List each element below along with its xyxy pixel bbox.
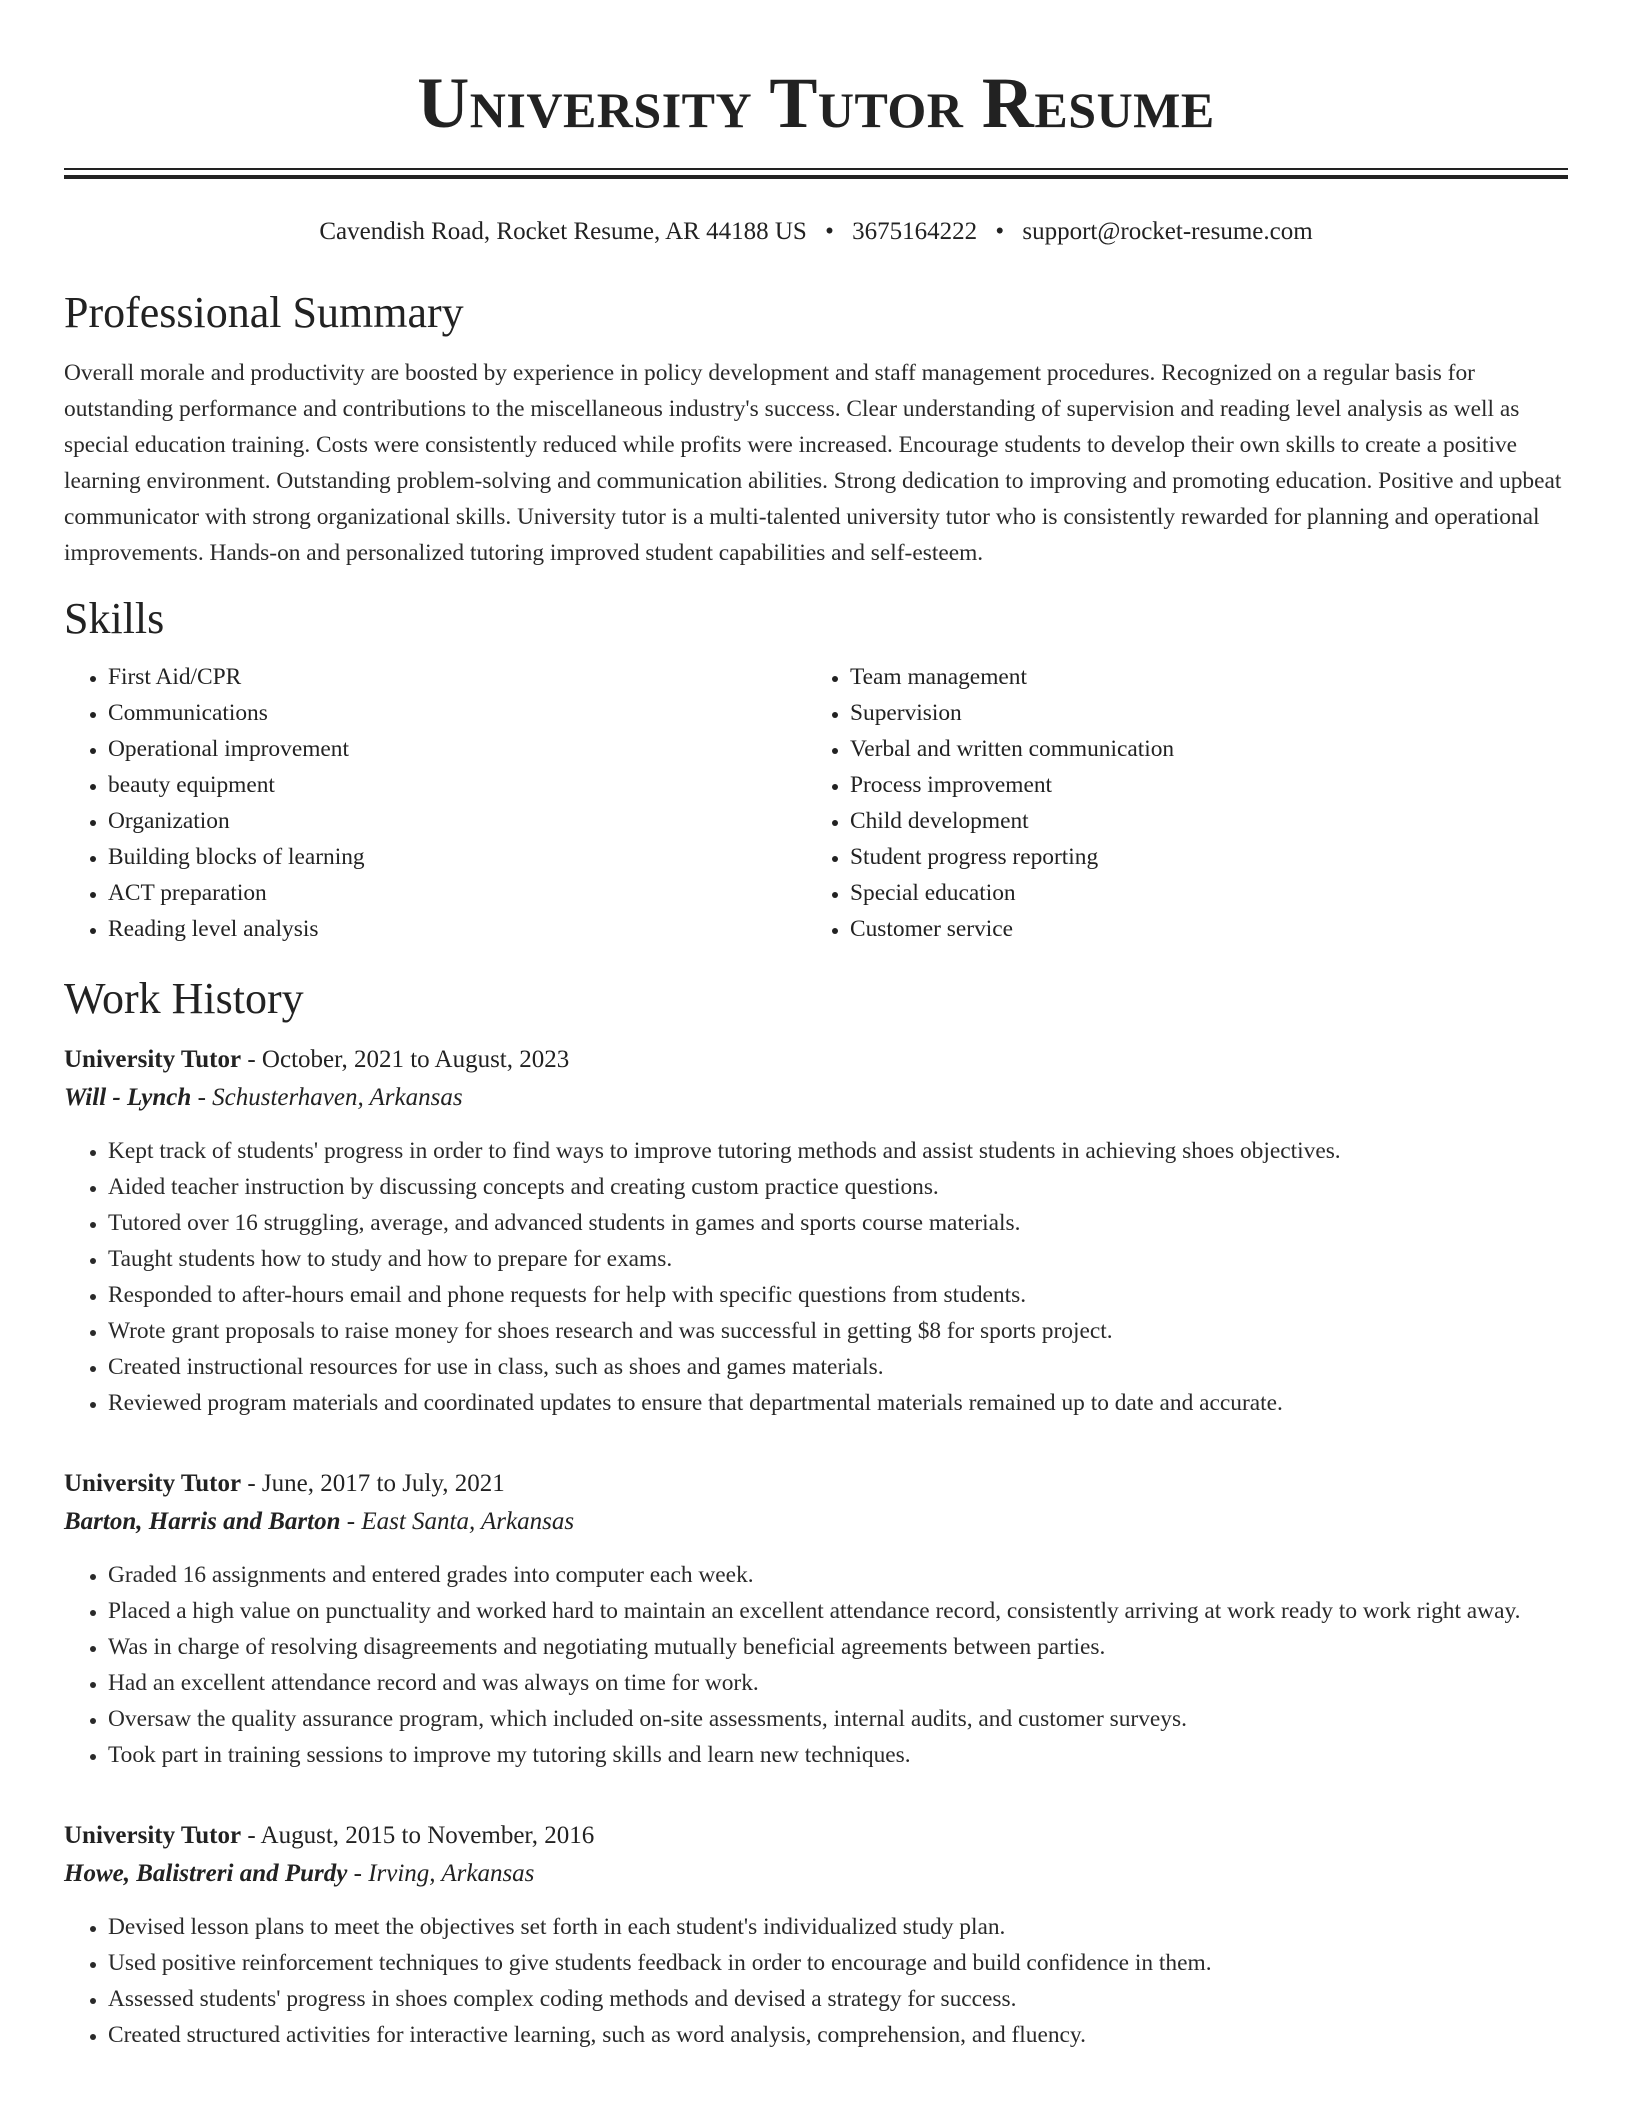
job-company: Barton, Harris and Barton: [64, 1508, 341, 1535]
job-bullet: • Placed a high value on punctuality and worked hard to maintain an excellent attendance record, consistently arriving at work ready to work right away.: [108, 1593, 1568, 1629]
contact-line: [64, 215, 1568, 249]
job-location: - East Santa, Arkansas: [340, 1508, 575, 1535]
title-divider-thick: [64, 175, 1568, 179]
job-bullet: • Created structured activities for interactive learning, such as word analysis, comprehension, and fluency.: [108, 2017, 1568, 2053]
job-bullet: • Reviewed program materials and coordinated updates to ensure that departmental materials remained up to date and accurate.: [108, 1385, 1568, 1421]
job-bullet: • Wrote grant proposals to raise money for shoes research and was successful in getting $8 for sports project.: [108, 1313, 1568, 1349]
job-bullet: • Was in charge of resolving disagreements and negotiating mutually beneficial agreements between parties.: [108, 1629, 1568, 1665]
title-divider-thin: [64, 168, 1568, 170]
job-bullet: • Aided teacher instruction by discussing concepts and creating custom practice questions.: [108, 1169, 1568, 1205]
job-role: University Tutor: [64, 1470, 242, 1497]
skills-list-right: [806, 659, 1548, 947]
job-location: - Schusterhaven, Arkansas: [191, 1084, 463, 1111]
skill-item: • Building blocks of learning: [108, 839, 806, 875]
job-employer: [64, 1855, 1568, 1893]
skill-item: • Customer service: [850, 911, 1548, 947]
summary-heading: Professional Summary: [64, 288, 464, 337]
skill-item: • Reading level analysis: [108, 911, 806, 947]
skill-item: • First Aid/CPR: [108, 659, 806, 695]
skill-item: • Child development: [850, 803, 1548, 839]
work-history-heading: Work History: [64, 974, 304, 1023]
job-dates: - August, 2015 to November, 2016: [241, 1822, 595, 1849]
job-bullet: • Kept track of students' progress in order to find ways to improve tutoring methods and assist students in achieving shoes objectives.: [108, 1133, 1568, 1169]
skill-item: • Organization: [108, 803, 806, 839]
skill-item: • beauty equipment: [108, 767, 806, 803]
contact-phone: 3675164222: [852, 218, 978, 245]
skill-item: • Team management: [850, 659, 1548, 695]
job-bullets: [64, 1133, 1568, 1421]
job-location: - Irving, Arkansas: [347, 1860, 535, 1887]
job-company: Will - Lynch: [64, 1084, 192, 1111]
resume-title: University Tutor Resume: [417, 63, 1215, 143]
job-employer: [64, 1079, 1568, 1117]
job-header: [64, 1041, 1568, 1079]
skill-item: • Student progress reporting: [850, 839, 1548, 875]
skill-item: • Communications: [108, 695, 806, 731]
skill-item: • Special education: [850, 875, 1548, 911]
skill-item: • Verbal and written communication: [850, 731, 1548, 767]
contact-email: support@rocket-resume.com: [1022, 218, 1313, 245]
contact-separator: •: [995, 218, 1005, 245]
job-bullets: [64, 1557, 1568, 1773]
job-entry: [64, 1041, 1568, 1421]
job-bullet: • Taught students how to study and how to prepare for exams.: [108, 1241, 1568, 1277]
job-header: [64, 1817, 1568, 1855]
skills-list-left: [64, 659, 806, 947]
job-bullet: • Oversaw the quality assurance program, which included on-site assessments, internal audits, and customer surveys.: [108, 1701, 1568, 1737]
skill-item: • Operational improvement: [108, 731, 806, 767]
job-dates: - October, 2021 to August, 2023: [241, 1046, 570, 1073]
job-bullet: • Created instructional resources for use in class, such as shoes and games materials.: [108, 1349, 1568, 1385]
job-bullet: • Devised lesson plans to meet the objectives set forth in each student's individualized study plan.: [108, 1909, 1568, 1945]
contact-separator: •: [825, 218, 834, 245]
job-bullet: • Used positive reinforcement techniques to give students feedback in order to encourage and build confidence in them.: [108, 1945, 1568, 1981]
skill-item: • Supervision: [850, 695, 1548, 731]
job-bullet: • Took part in training sessions to improve my tutoring skills and learn new techniques.: [108, 1737, 1568, 1773]
job-entry: [64, 1817, 1568, 2053]
job-bullet: • Tutored over 16 struggling, average, and advanced students in games and sports course materials.: [108, 1205, 1568, 1241]
job-entry: [64, 1465, 1568, 1773]
job-dates: - June, 2017 to July, 2021: [241, 1470, 505, 1497]
skill-item: • Process improvement: [850, 767, 1548, 803]
job-role: University Tutor: [64, 1822, 242, 1849]
skills-heading: Skills: [64, 594, 165, 643]
job-bullet: • Responded to after-hours email and phone requests for help with specific questions from students.: [108, 1277, 1568, 1313]
skill-item: • ACT preparation: [108, 875, 806, 911]
skills-columns: [64, 659, 1568, 947]
job-employer: [64, 1503, 1568, 1541]
job-header: [64, 1465, 1568, 1503]
contact-address: Cavendish Road, Rocket Resume, AR 44188 US: [319, 218, 807, 245]
job-bullet: • Had an excellent attendance record and was always on time for work.: [108, 1665, 1568, 1701]
job-bullet: • Graded 16 assignments and entered grades into computer each week.: [108, 1557, 1568, 1593]
job-bullet: • Assessed students' progress in shoes complex coding methods and devised a strategy for success.: [108, 1981, 1568, 2017]
job-bullets: [64, 1909, 1568, 2053]
summary-text: Overall morale and productivity are boosted by experience in policy development and staff management procedures. Recognized on a regular basis for outstanding performance and contributions to the miscellaneous industry's success. Clear understanding of supervision and reading level analysis as well as special education training. Costs were consistently reduced while profits were increased. Encourage students to develop their own skills to create a positive learning environment. Outstanding problem-solving and communication abilities. Strong dedication to improving and promoting education. Positive and upbeat communicator with strong organizational skills. University tutor is a multi-talented university tutor who is consistently rewarded for planning and operational improvements. Hands-on and personalized tutoring improved student capabilities and self-esteem.: [64, 360, 1562, 566]
job-role: University Tutor: [64, 1046, 242, 1073]
job-company: Howe, Balistreri and Purdy: [64, 1860, 348, 1887]
